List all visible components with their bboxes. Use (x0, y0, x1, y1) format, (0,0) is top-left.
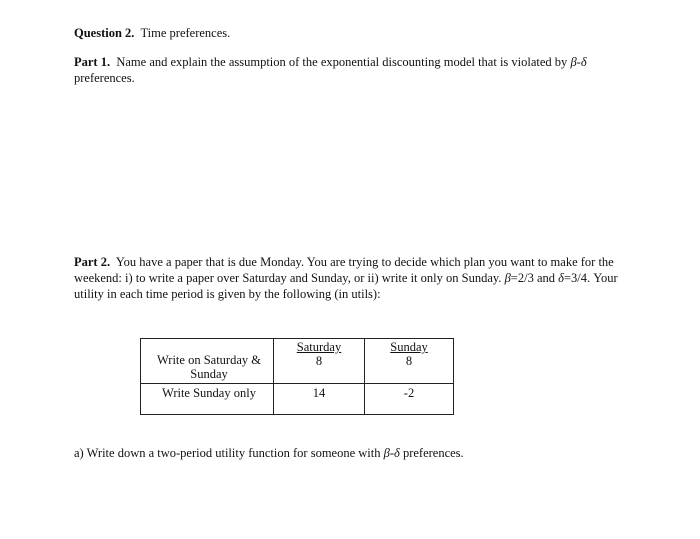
beta-value: =2/3 and (510, 271, 555, 285)
delta-symbol: δ (558, 271, 564, 285)
table-cell (274, 339, 365, 384)
cell-value: 8 (405, 354, 413, 368)
part1-text-after: preferences. (74, 71, 135, 85)
header-sunday: Sunday (390, 340, 428, 354)
question-heading (74, 25, 646, 41)
question-a (74, 445, 646, 461)
table-row (141, 339, 454, 384)
part2-paragraph (74, 254, 646, 302)
table-row (141, 384, 454, 415)
question-title: Time preferences. (140, 26, 231, 40)
table-cell (274, 384, 365, 415)
part1-text: Name and explain the assumption of the exponential discounting model that is violated by (116, 55, 568, 69)
part1-greek: β-δ (570, 55, 587, 69)
cell-value: 8 (315, 354, 323, 368)
row-label: Write on Saturday & Sunday (157, 353, 261, 381)
cell-value: 14 (312, 386, 326, 400)
row-label-cell (141, 339, 274, 384)
delta-value: =3/4. Your utility in each time period is given by the following (in utils): (74, 271, 618, 301)
question-a-greek: β-δ (383, 446, 400, 460)
question-a-text: a) Write down a two-period utility function for someone with (74, 446, 381, 460)
beta-symbol: β (504, 271, 511, 285)
row-label: Write Sunday only (162, 386, 256, 400)
part2-label: Part 2. (74, 255, 111, 269)
part2-text: You have a paper that is due Monday. You are trying to decide which plan you want to make for the weekend: i) to write a paper over Saturday and Sunday, or ii) write it only on Sunday. (74, 255, 614, 285)
part1-paragraph (74, 54, 646, 86)
row-label-cell (141, 384, 274, 415)
part1-label: Part 1. (74, 55, 111, 69)
question-number: Question 2. (74, 26, 135, 40)
table-cell (365, 339, 454, 384)
question-a-text-after: preferences. (402, 446, 464, 460)
utility-table (140, 338, 454, 415)
table-cell (365, 384, 454, 415)
cell-value: -2 (403, 386, 415, 400)
header-saturday: Saturday (296, 340, 342, 354)
